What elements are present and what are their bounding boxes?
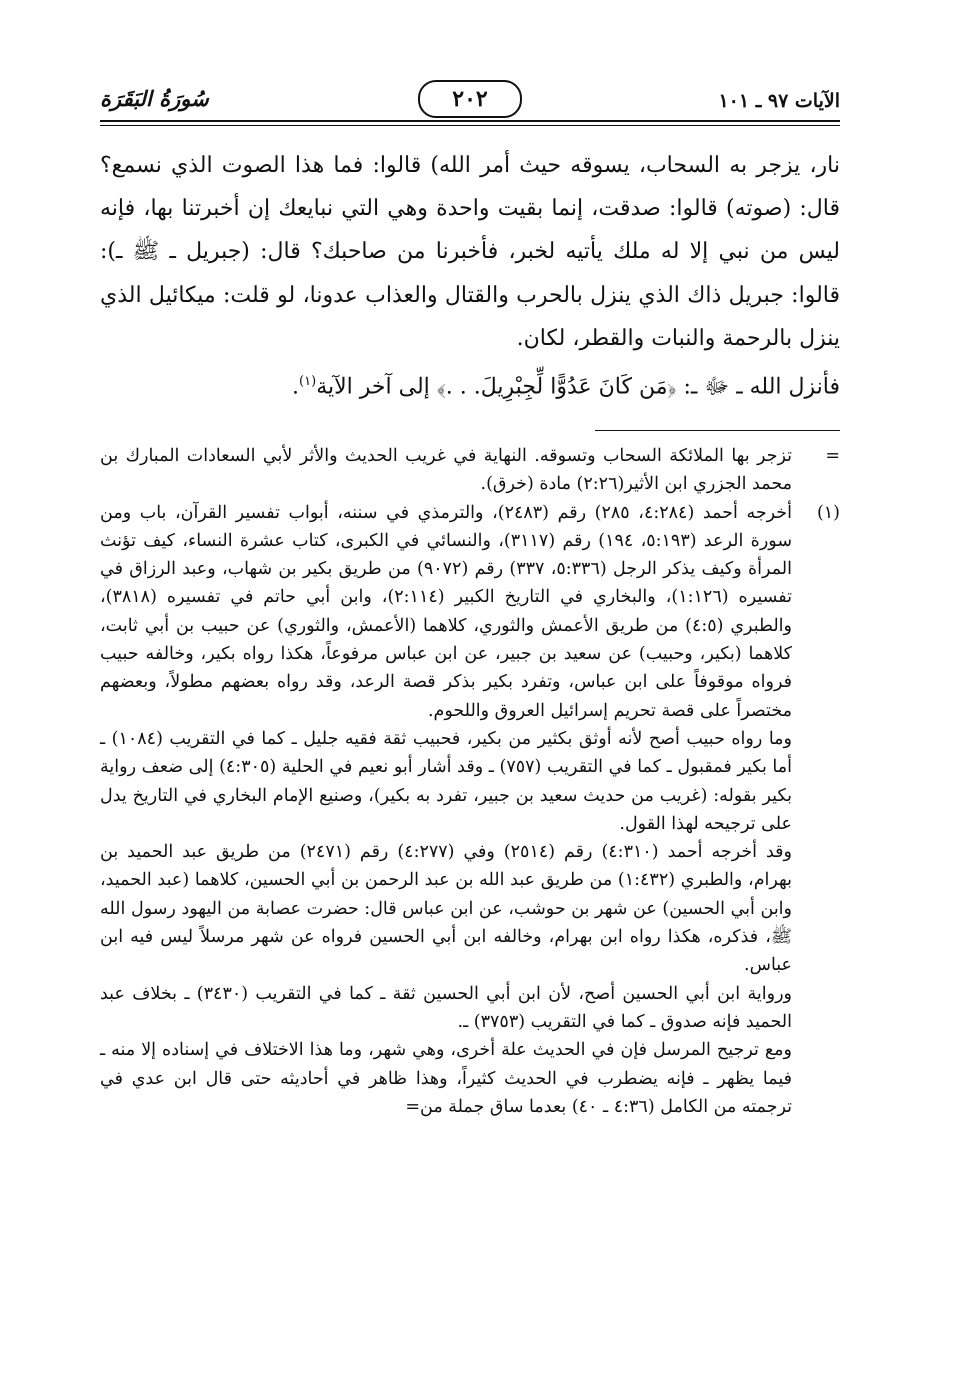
main-paragraph-last-text: فأنزل الله ـ ﷻ ـ: ﴿مَن كَانَ عَدُوًّا لِّجِبْرِيلَ. . .﴾ إلى آخر الآية <box>316 374 840 400</box>
footnote-paragraph: ومع ترجيح المرسل فإن في الحديث علة أخرى، وهي شهر، وما هذا الاختلاف في إسناده إلا منه ـ فيما يظهر ـ فإنه يضطرب في الحديث كثيراً، وهذا ظاهر في أحاديثه حتى قال ابن عدي في ترجمته من الكامل (٤:٣٦ ـ ٤٠) بعدما ساق جملة من= <box>100 1040 792 1117</box>
surah-title: سُورَةُ البَقَرَة <box>100 86 209 111</box>
footnote-paragraph: تزجر بها الملائكة السحاب وتسوقه. النهاية في غريب الحديث والأثر لأبي السعادات المبارك بن محمد الجزري ابن الأثير(٢:٢٦) مادة (خرق). <box>100 446 792 495</box>
header-rule-thin <box>100 125 840 126</box>
main-paragraph-last: فأنزل الله ـ ﷻ ـ: ﴿مَن كَانَ عَدُوًّا لِّجِبْرِيلَ. . .﴾ إلى آخر الآية$^{(١)}$. <box>292 374 840 400</box>
footnote-paragraph: أخرجه أحمد (٤:٢٨٤، ٢٨٥) رقم (٢٤٨٣)، والترمذي في سننه، أبواب تفسير القرآن، باب ومن سورة الرعد (٥:١٩٣، ١٩٤) رقم (٣١١٧)، والنسائي في الكبرى، كتاب عشرة النساء، كيف تؤنث المرأة وكيف يذكر الرجل (٥:٣٣٦، ٣٣٧) رقم (٩٠٧٢) من طريق بكير بن شهاب، وعبد الرزاق في تفسيره (١:١٢٦)، والبخاري في التاريخ الكبير (٢:١١٤)، وابن أبي حاتم في تفسيره (٣٨١٨)، والطبري (٤:٥) من طريق الأعمش والثوري، كلاهما (الأعمش، والثوري) عن حبيب بن أبي ثابت، كلاهما (بكير، وحبيب) عن سعيد بن جبير، عن ابن عباس مرفوعاً، هكذا رواه بكير، وخالفه حبيب فرواه موقوفاً على ابن عباس، وتفرد بكير بذكر قصة الرعد، وقد رواه بعضهم مطولاً، وبعضهم مختصراً على قصة تحريم إسرائيل العروق واللحوم. <box>100 502 792 721</box>
footnote-mark: = <box>825 446 840 466</box>
verses-range: الآيات ٩٧ ـ ١٠١ <box>718 90 840 112</box>
footnote-1 <box>100 499 840 1122</box>
footnote-ref: (١) <box>299 374 317 390</box>
footnotes <box>100 442 840 1121</box>
page-header <box>100 72 840 132</box>
main-text <box>100 144 840 409</box>
footnote-paragraph: وقد أخرجه أحمد (٤:٣١٠) رقم (٢٥١٤) وفي (٤:٢٧٧) رقم (٢٤٧١) من طريق عبد الحميد بن بهرام، والطبري (١:٤٣٢) من طريق عبد الله بن عبد الرحمن بن أبي الحسين، كلاهما (عبد الحميد، وابن أبي الحسين) عن شهر بن حوشب، عن ابن عباس قال: حضرت عصابة من اليهود رسول الله ﷺ، فذكره، هكذا رواه ابن بهرام، وخالفه ابن أبي الحسين فرواه عن شهر مرسلاً ليس فيه ابن عباس. <box>100 842 792 976</box>
header-rule <box>100 120 840 122</box>
footnote-continued <box>100 442 840 499</box>
page-number: ٢٠٢ <box>418 80 522 118</box>
footnote-paragraph: وما رواه حبيب أصح لأنه أوثق بكثير من بكير، فحبيب ثقة فقيه جليل ـ كما في التقريب (١٠٨٤) ـ أما بكير فمقبول ـ كما في التقريب (٧٥٧) ـ وقد أشار أبو نعيم في الحلية (٤:٣٠٥) إلى ضعف رواية بكير بقوله: (غريب من حديث سعيد بن جبير، تفرد به بكير)، وصنيع الإمام البخاري في التاريخ يدل على ترجيحه لهذا القول. <box>100 728 792 834</box>
main-paragraph: نار، يزجر به السحاب، يسوقه حيث أمر الله) قالوا: فما هذا الصوت الذي نسمع؟ قال: (صوته) قالوا: صدقت، إنما بقيت واحدة وهي التي نبايعك إن أخبرتنا بها، فإنه ليس من نبي إلا له ملك يأتيه لخبر، فأخبرنا من صاحبك؟ قال: (جبريل ـ ﷺ ـ): قالوا: جبريل ذاك الذي ينزل بالحرب والقتال والعذاب عدونا، لو قلت: ميكائيل الذي ينزل بالرحمة والنبات والقطر، لكان. <box>100 153 840 351</box>
footnote-mark: (١) <box>816 502 840 523</box>
footnote-paragraph: ورواية ابن أبي الحسين أصح، لأن ابن أبي الحسين ثقة ـ كما في التقريب (٣٤٣٠) ـ بخلاف عبد الحميد فإنه صدوق ـ كما في التقريب (٣٧٥٣) ـ. <box>100 983 792 1032</box>
footnote-separator <box>595 430 840 431</box>
